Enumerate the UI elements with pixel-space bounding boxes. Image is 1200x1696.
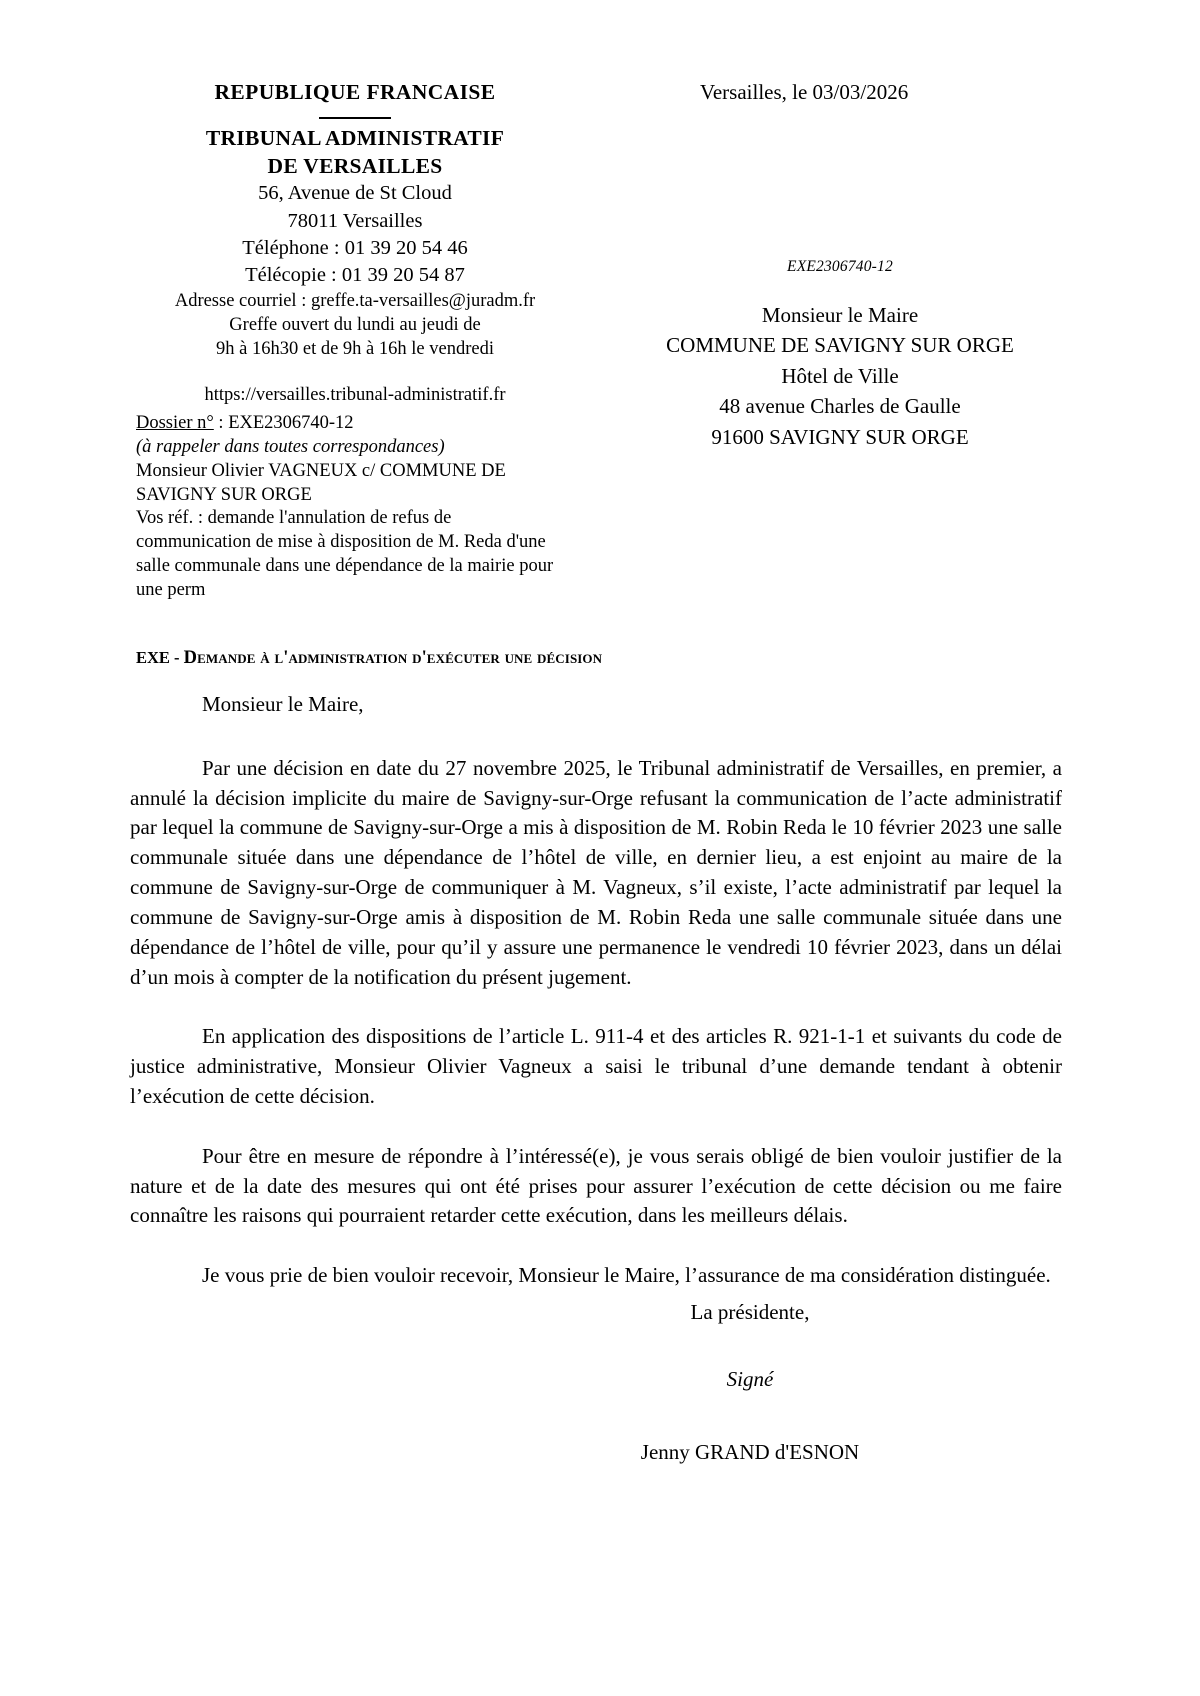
signature-title: La présidente, [690,1300,810,1324]
signature-block [500,1300,1000,1465]
dossier-your-ref-line2: communication de mise à disposition de M. Reda d'une [136,532,546,553]
body-paragraph-2: En application des dispositions de l’article L. 911-4 et des articles R. 921-1-1 et suivants du code de justice administrative, Monsieur Olivier Vagneux a saisi le tribunal d’une demande tendant à obtenir l’exécution de cette décision. [130,1024,1062,1108]
subject-title: Demande à l'administration d'exécuter une décision [183,648,603,668]
letterhead-phone: Téléphone : 01 39 20 54 46 [242,236,468,259]
body-paragraph-3: Pour être en mesure de répondre à l’intéressé(e), je vous serais obligé de bien vouloir justifier de la nature et de la date des mesures qui ont été prises pour assurer l’exécution de cette décision ou me faire connaître les raisons qui pourraient retarder cette exécution, dans les meilleurs délais. [130,1143,1062,1228]
reference-code: EXE2306740-12 [787,258,893,275]
dossier-separator: : [213,413,229,433]
dossier-parties-line2: SAVIGNY SUR ORGE [136,484,312,505]
letterhead-email: Adresse courriel : greffe.ta-versailles@juradm.fr [174,291,536,312]
dossier-number-line [136,412,586,436]
dossier-your-ref-line1: Vos réf. : demande l'annulation de refus de [136,508,452,529]
recipient-line-2: COMMUNE DE SAVIGNY SUR ORGE [666,333,1014,358]
letterhead-website[interactable]: https://versailles.tribunal-administratif.fr [204,385,506,406]
date-line: Versailles, le 03/03/2026 [700,80,909,104]
recipient-line-4: 48 avenue Charles de Gaulle [719,394,961,419]
subject-heading [136,648,602,669]
dossier-block [136,412,586,603]
letter-header [0,0,1200,600]
dossier-recall-note: (à rappeler dans toutes correspondances) [136,436,445,457]
recipient-line-5: 91600 SAVIGNY SUR ORGE [711,424,969,449]
dossier-your-ref-line4: une perm [136,580,206,601]
dossier-parties-line1: Monsieur Olivier VAGNEUX c/ COMMUNE DE [136,460,506,481]
body-paragraph-4: Je vous prie de bien vouloir recevoir, Monsieur le Maire, l’assurance de ma considération distinguée. [202,1263,1051,1288]
salutation: Monsieur le Maire, [202,692,364,716]
subject-code: EXE - [136,648,184,667]
signature-signed-mark: Signé [726,1367,774,1391]
recipient-line-1: Monsieur le Maire [761,303,919,327]
letterhead-postal-city: 78011 Versailles [287,209,423,232]
letterhead-republic: REPUBLIQUE FRANCAISE [214,80,496,104]
dossier-number: EXE2306740-12 [228,413,354,433]
letterhead-hours-line1: Greffe ouvert du lundi au jeudi de [229,315,481,336]
letterhead-fax: Télécopie : 01 39 20 54 87 [245,264,465,287]
recipient-address [600,300,1080,452]
letter-body [130,690,1062,1291]
letterhead-tribunal-line1: TRIBUNAL ADMINISTRATIF [205,126,505,151]
letterhead-street: 56, Avenue de St Cloud [258,182,452,205]
body-paragraph-1: Par une décision en date du 27 novembre 2025, le Tribunal administratif de Versailles, en premier, a annulé la décision implicite du maire de Savigny-sur-Orge refusant la communication de l’acte administratif par lequel la commune de Savigny-sur-Orge a mis à disposition de M. Robin Reda le 10 février 2023 une salle communale située dans une dépendance de l’hôtel de ville, en dernier lieu, a est enjoint au maire de la commune de Savigny-sur-Orge de communiquer à M. Vagneux, s’il existe, l’acte administratif par lequel la commune de Savigny-sur-Orge amis à disposition de M. Robin Reda une salle communale située dans une dépendance de l’hôtel de ville, pour qu’il y assure une permanence le vendredi 10 février 2023, dans un délai d’un mois à compter de la notification du présent jugement. [130,755,1062,989]
dossier-your-ref-line3: salle communale dans une dépendance de la mairie pour [136,556,554,577]
letterhead [130,78,580,409]
recipient-line-3: Hôtel de Ville [781,363,899,388]
dossier-label: Dossier n° [136,413,214,433]
letterhead-tribunal-line2: DE VERSAILLES [267,153,443,178]
letterhead-hours-line2: 9h à 16h30 et de 9h à 16h le vendredi [216,339,494,360]
signature-name: Jenny GRAND d'ESNON [640,1440,860,1464]
letterhead-divider [319,117,391,119]
